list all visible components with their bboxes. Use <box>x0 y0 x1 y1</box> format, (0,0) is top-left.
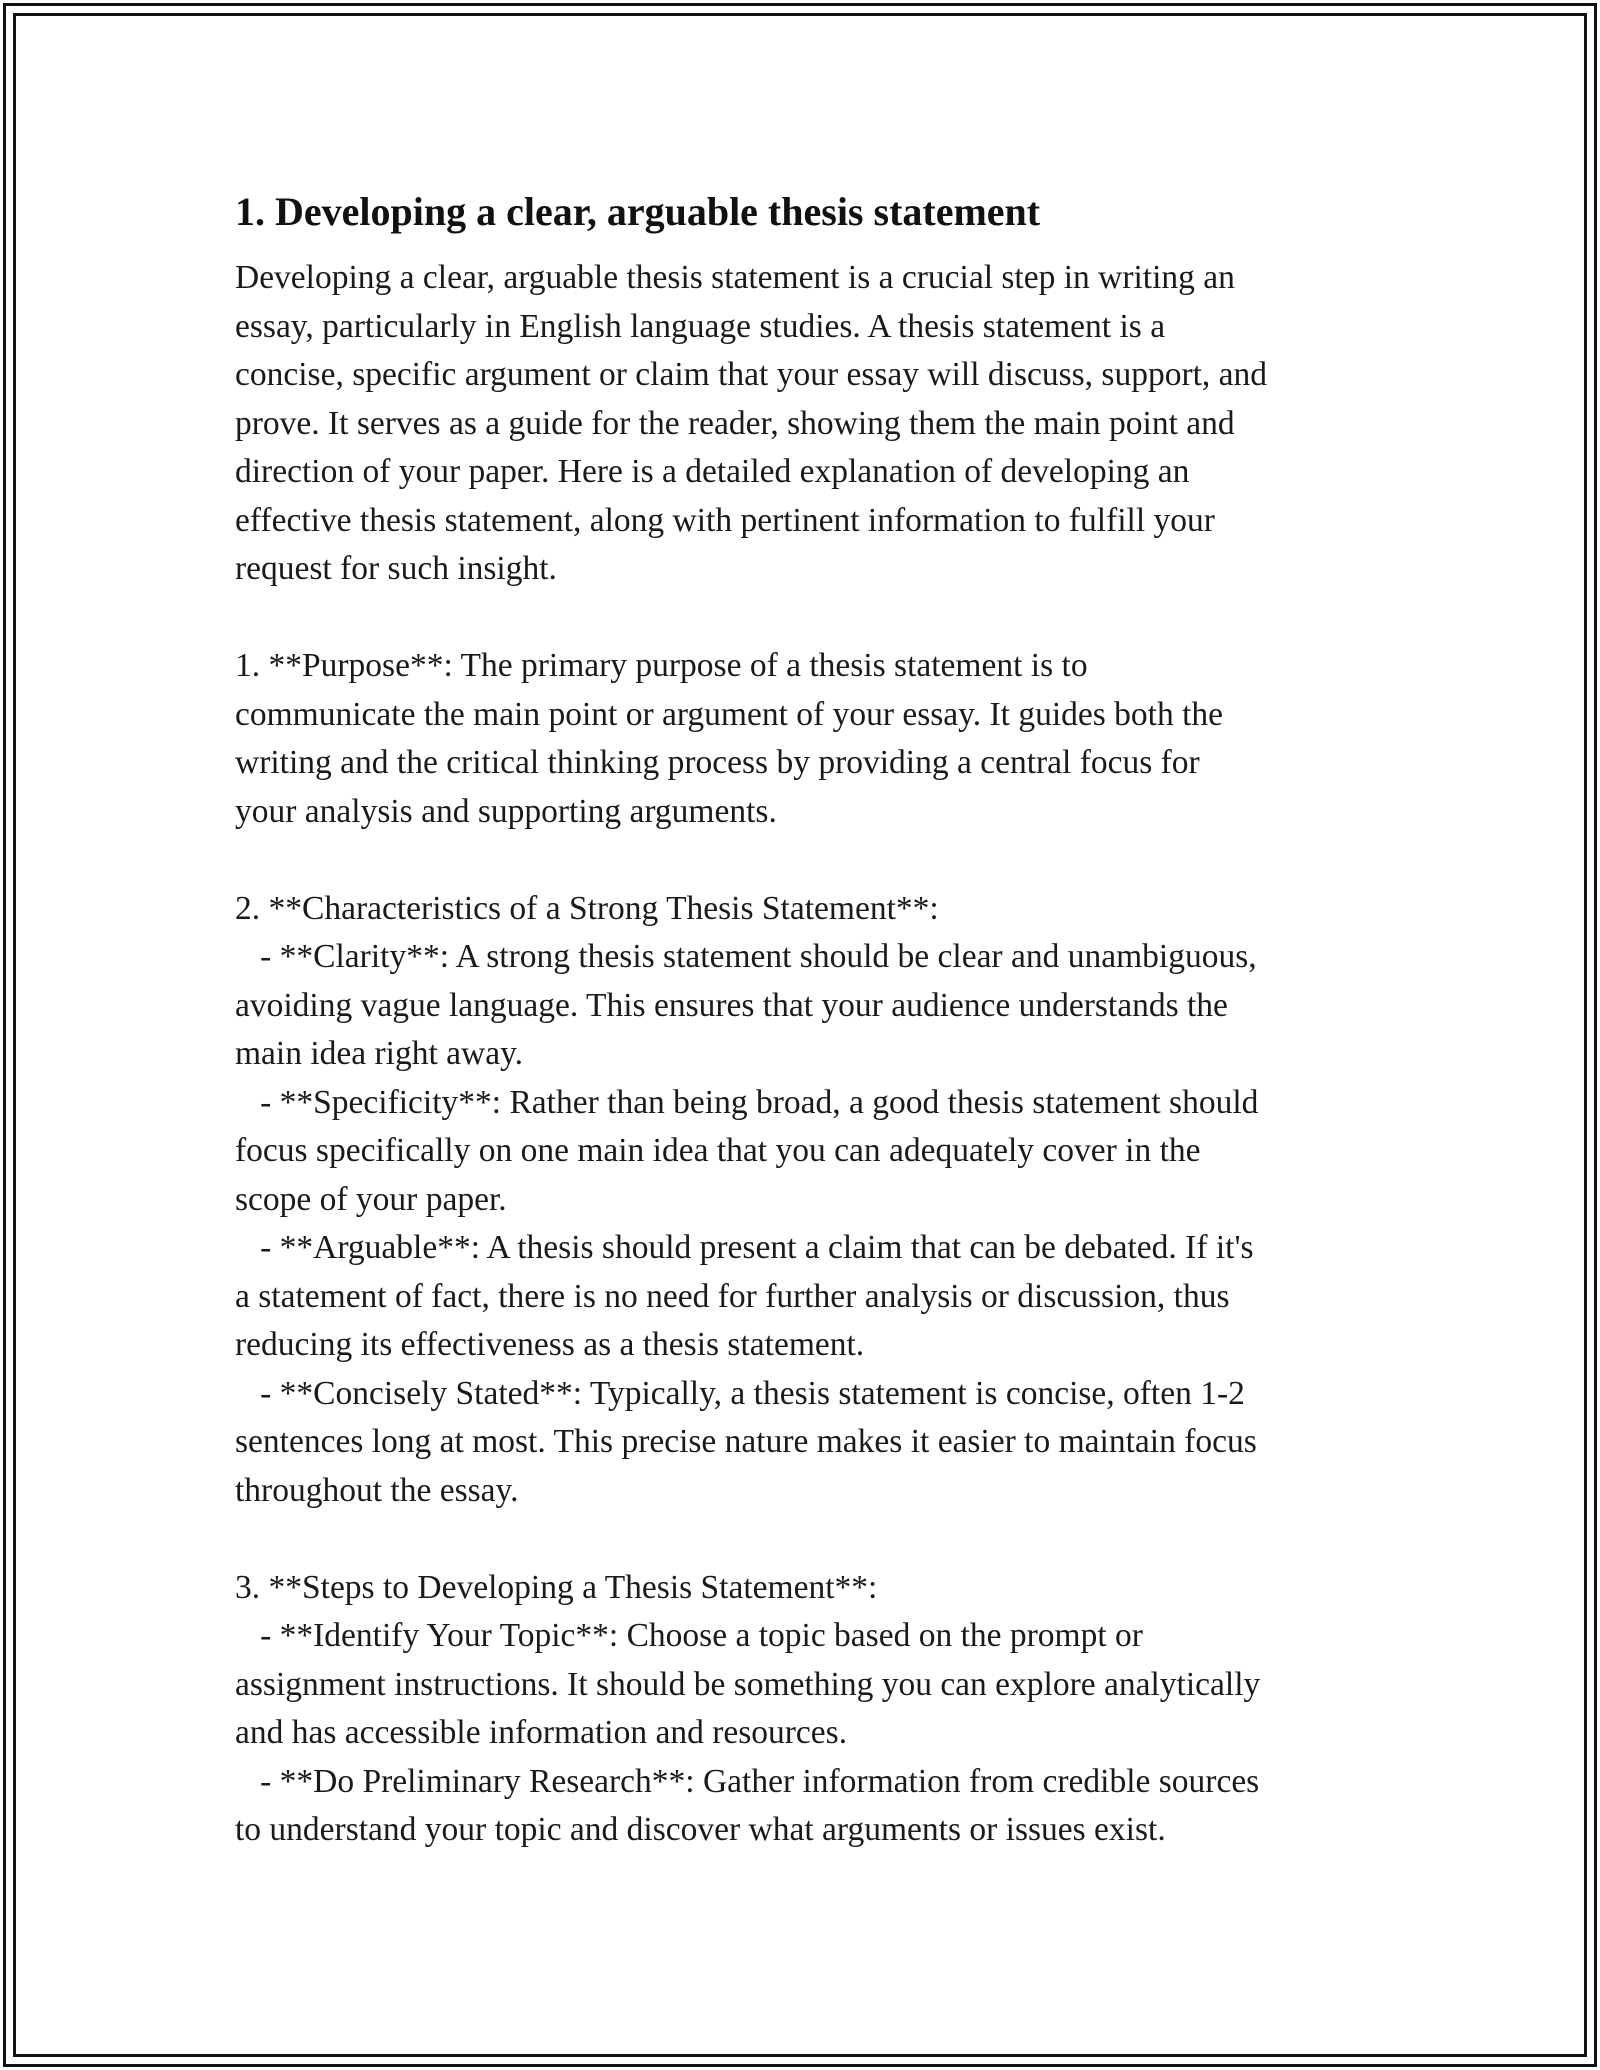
text-line: assignment instructions. It should be something you can explore analytically <box>235 1665 1261 1703</box>
document-body <box>235 182 1395 1855</box>
text-line: - **Do Preliminary Research**: Gather information from credible sources <box>235 1762 1260 1800</box>
text-line: - **Concisely Stated**: Typically, a thesis statement is concise, often 1-2 <box>235 1374 1245 1412</box>
text-line: reducing its effectiveness as a thesis statement. <box>235 1326 865 1363</box>
text-line: concise, specific argument or claim that your essay will discuss, support, and <box>235 356 1268 393</box>
paragraph-spacer <box>235 836 1395 885</box>
text-line: and has accessible information and resources. <box>235 1714 848 1751</box>
paragraph-spacer <box>235 594 1395 643</box>
text-line: focus specifically on one main idea that you can adequately cover in the <box>235 1132 1201 1169</box>
text-line: request for such insight. <box>235 550 557 587</box>
paragraph <box>235 885 1395 1516</box>
text-line: - **Specificity**: Rather than being broad, a good thesis statement should <box>235 1083 1259 1121</box>
text-line: to understand your topic and discover what arguments or issues exist. <box>235 1811 1166 1848</box>
text-line: your analysis and supporting arguments. <box>235 792 777 830</box>
paragraph <box>235 254 1395 594</box>
text-line: main idea right away. <box>235 1035 524 1072</box>
text-line: - **Arguable**: A thesis should present a claim that can be debated. If it's <box>235 1229 1254 1266</box>
text-line: direction of your paper. Here is a detailed explanation of developing an <box>235 453 1190 490</box>
text-line: 1. **Purpose**: The primary purpose of a thesis statement is to <box>235 647 1088 684</box>
paragraph <box>235 642 1395 836</box>
text-line: avoiding vague language. This ensures that your audience understands the <box>235 986 1228 1024</box>
section-heading: 1. Developing a clear, arguable thesis statement <box>235 189 1041 234</box>
body-text <box>235 254 1395 1855</box>
text-line: prove. It serves as a guide for the reader, showing them the main point and <box>235 404 1235 442</box>
paragraph <box>235 1564 1395 1855</box>
text-line: essay, particularly in English language studies. A thesis statement is a <box>235 307 1166 345</box>
text-line: a statement of fact, there is no need for further analysis or discussion, thus <box>235 1277 1230 1315</box>
text-line: writing and the critical thinking process by providing a central focus for <box>235 744 1200 781</box>
text-line: sentences long at most. This precise nature makes it easier to maintain focus <box>235 1423 1257 1460</box>
text-line: 3. **Steps to Developing a Thesis Statement**: <box>235 1568 878 1606</box>
text-line: scope of your paper. <box>235 1180 507 1218</box>
text-line: throughout the essay. <box>235 1471 519 1509</box>
text-line: 2. **Characteristics of a Strong Thesis Statement**: <box>235 889 939 927</box>
text-line: effective thesis statement, along with pertinent information to fulfill your <box>235 501 1215 539</box>
paragraph-spacer <box>235 1515 1395 1564</box>
text-line: Developing a clear, arguable thesis statement is a crucial step in writing an <box>235 259 1235 296</box>
text-line: communicate the main point or argument of your essay. It guides both the <box>235 695 1224 733</box>
text-line: - **Identify Your Topic**: Choose a topic based on the prompt or <box>235 1617 1143 1654</box>
text-line: - **Clarity**: A strong thesis statement should be clear and unambiguous, <box>235 938 1257 975</box>
